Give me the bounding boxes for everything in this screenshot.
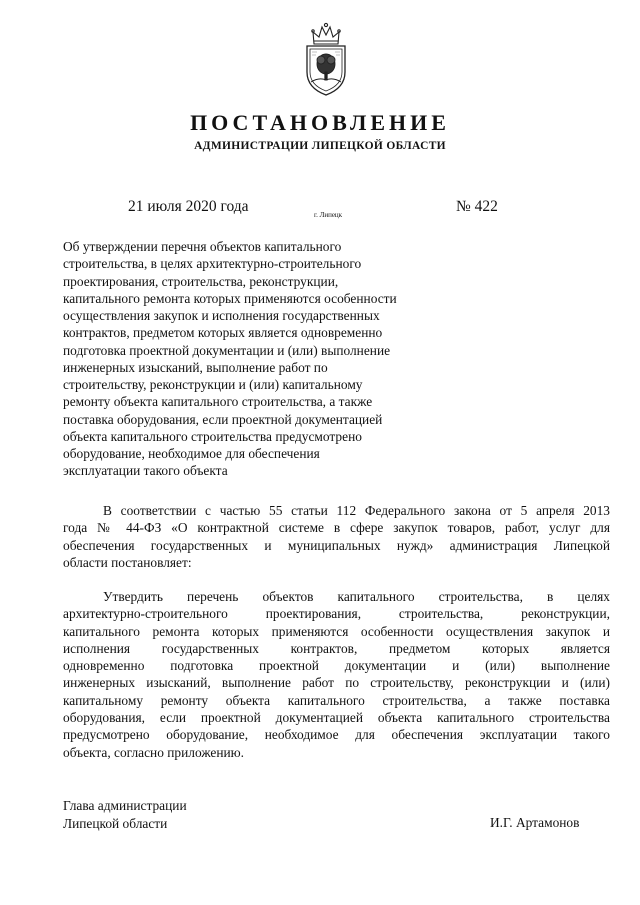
subject-line: объекта капитального строительства предусмотрено — [63, 428, 362, 444]
paragraph-line: обеспечения государственных и муниципальных нужд» администрация Липецкой — [63, 537, 610, 553]
subject-line: Об утверждении перечня объектов капитального — [63, 239, 342, 254]
subject-line: строительству, реконструкции и (или) капитальному — [63, 377, 363, 392]
signatory-title-line: Глава администрации — [63, 798, 187, 813]
subject-line: осуществления закупок и исполнения государственных — [63, 308, 380, 323]
resolution-paragraph — [63, 588, 610, 761]
paragraph-line: объекта, согласно приложению. — [63, 744, 245, 760]
paragraph-line: предусмотрено оборудование, необходимое для обеспечения эксплуатации такого — [63, 727, 610, 743]
subject-line: строительства, в целях архитектурно-строительного — [63, 256, 362, 272]
issuing-organization: АДМИНИСТРАЦИИ ЛИПЕЦКОЙ ОБЛАСТИ — [194, 140, 446, 152]
document-subject — [63, 238, 463, 480]
subject-line: эксплуатации такого объекта — [63, 463, 228, 479]
subject-line: проектирования, строительства, реконструкции, — [63, 273, 339, 289]
paragraph-line: капитальному ремонту объекта капитального строительства, а также поставка — [63, 692, 610, 708]
subject-line: поставка оборудования, если проектной документацией — [63, 411, 383, 427]
paragraph-line: года № 44-ФЗ «О контрактной системе в сфере закупок товаров, работ, услуг для — [63, 520, 610, 536]
paragraph-line: исполнения государственных контрактов, предметом которых является — [63, 640, 610, 656]
subject-line: контрактов, предметом которых является одновременно — [63, 325, 383, 341]
subject-line: капитального ремонта которых применяются особенности — [63, 290, 397, 306]
subject-line: подготовка проектной документации и (или) выполнение — [63, 342, 391, 358]
paragraph-line: архитектурно-строительного проектирования, строительства, реконструкции, — [63, 606, 610, 622]
paragraph-line: Утвердить перечень объектов капитального строительства, в целях — [103, 589, 610, 604]
paragraph-line: инженерных изысканий, выполнение работ по строительству, реконструкции и (или) — [63, 675, 610, 691]
signatory-name: И.Г. Артамонов — [490, 815, 580, 830]
document-city: г. Липецк — [314, 211, 343, 219]
document-number: № 422 — [456, 198, 498, 215]
paragraph-line: оборудования, если проектной документацией объекта капитального строительства — [63, 710, 610, 726]
signatory-title — [63, 797, 187, 832]
document-type: ПОСТАНОВЛЕНИЕ — [190, 110, 450, 135]
preamble-paragraph — [63, 502, 610, 571]
subject-line: оборудование, необходимое для обеспечения — [63, 446, 320, 461]
subject-line: инженерных изысканий, выполнение работ по — [63, 359, 328, 375]
paragraph-line: В соответствии с частью 55 статьи 112 Федерального закона от 5 апреля 2013 — [103, 503, 610, 518]
coat-of-arms-icon — [301, 22, 351, 98]
subject-line: ремонту объекта капитального строительства, а также — [63, 394, 373, 410]
paragraph-line: одновременно подготовка проектной документации и (или) выполнение — [63, 658, 610, 674]
paragraph-line: области постановляет: — [63, 554, 192, 570]
signatory-title-line: Липецкой области — [63, 815, 168, 831]
paragraph-line: капитального ремонта которых применяются особенности осуществления закупок и — [63, 623, 610, 639]
document-date: 21 июля 2020 года — [128, 198, 249, 215]
